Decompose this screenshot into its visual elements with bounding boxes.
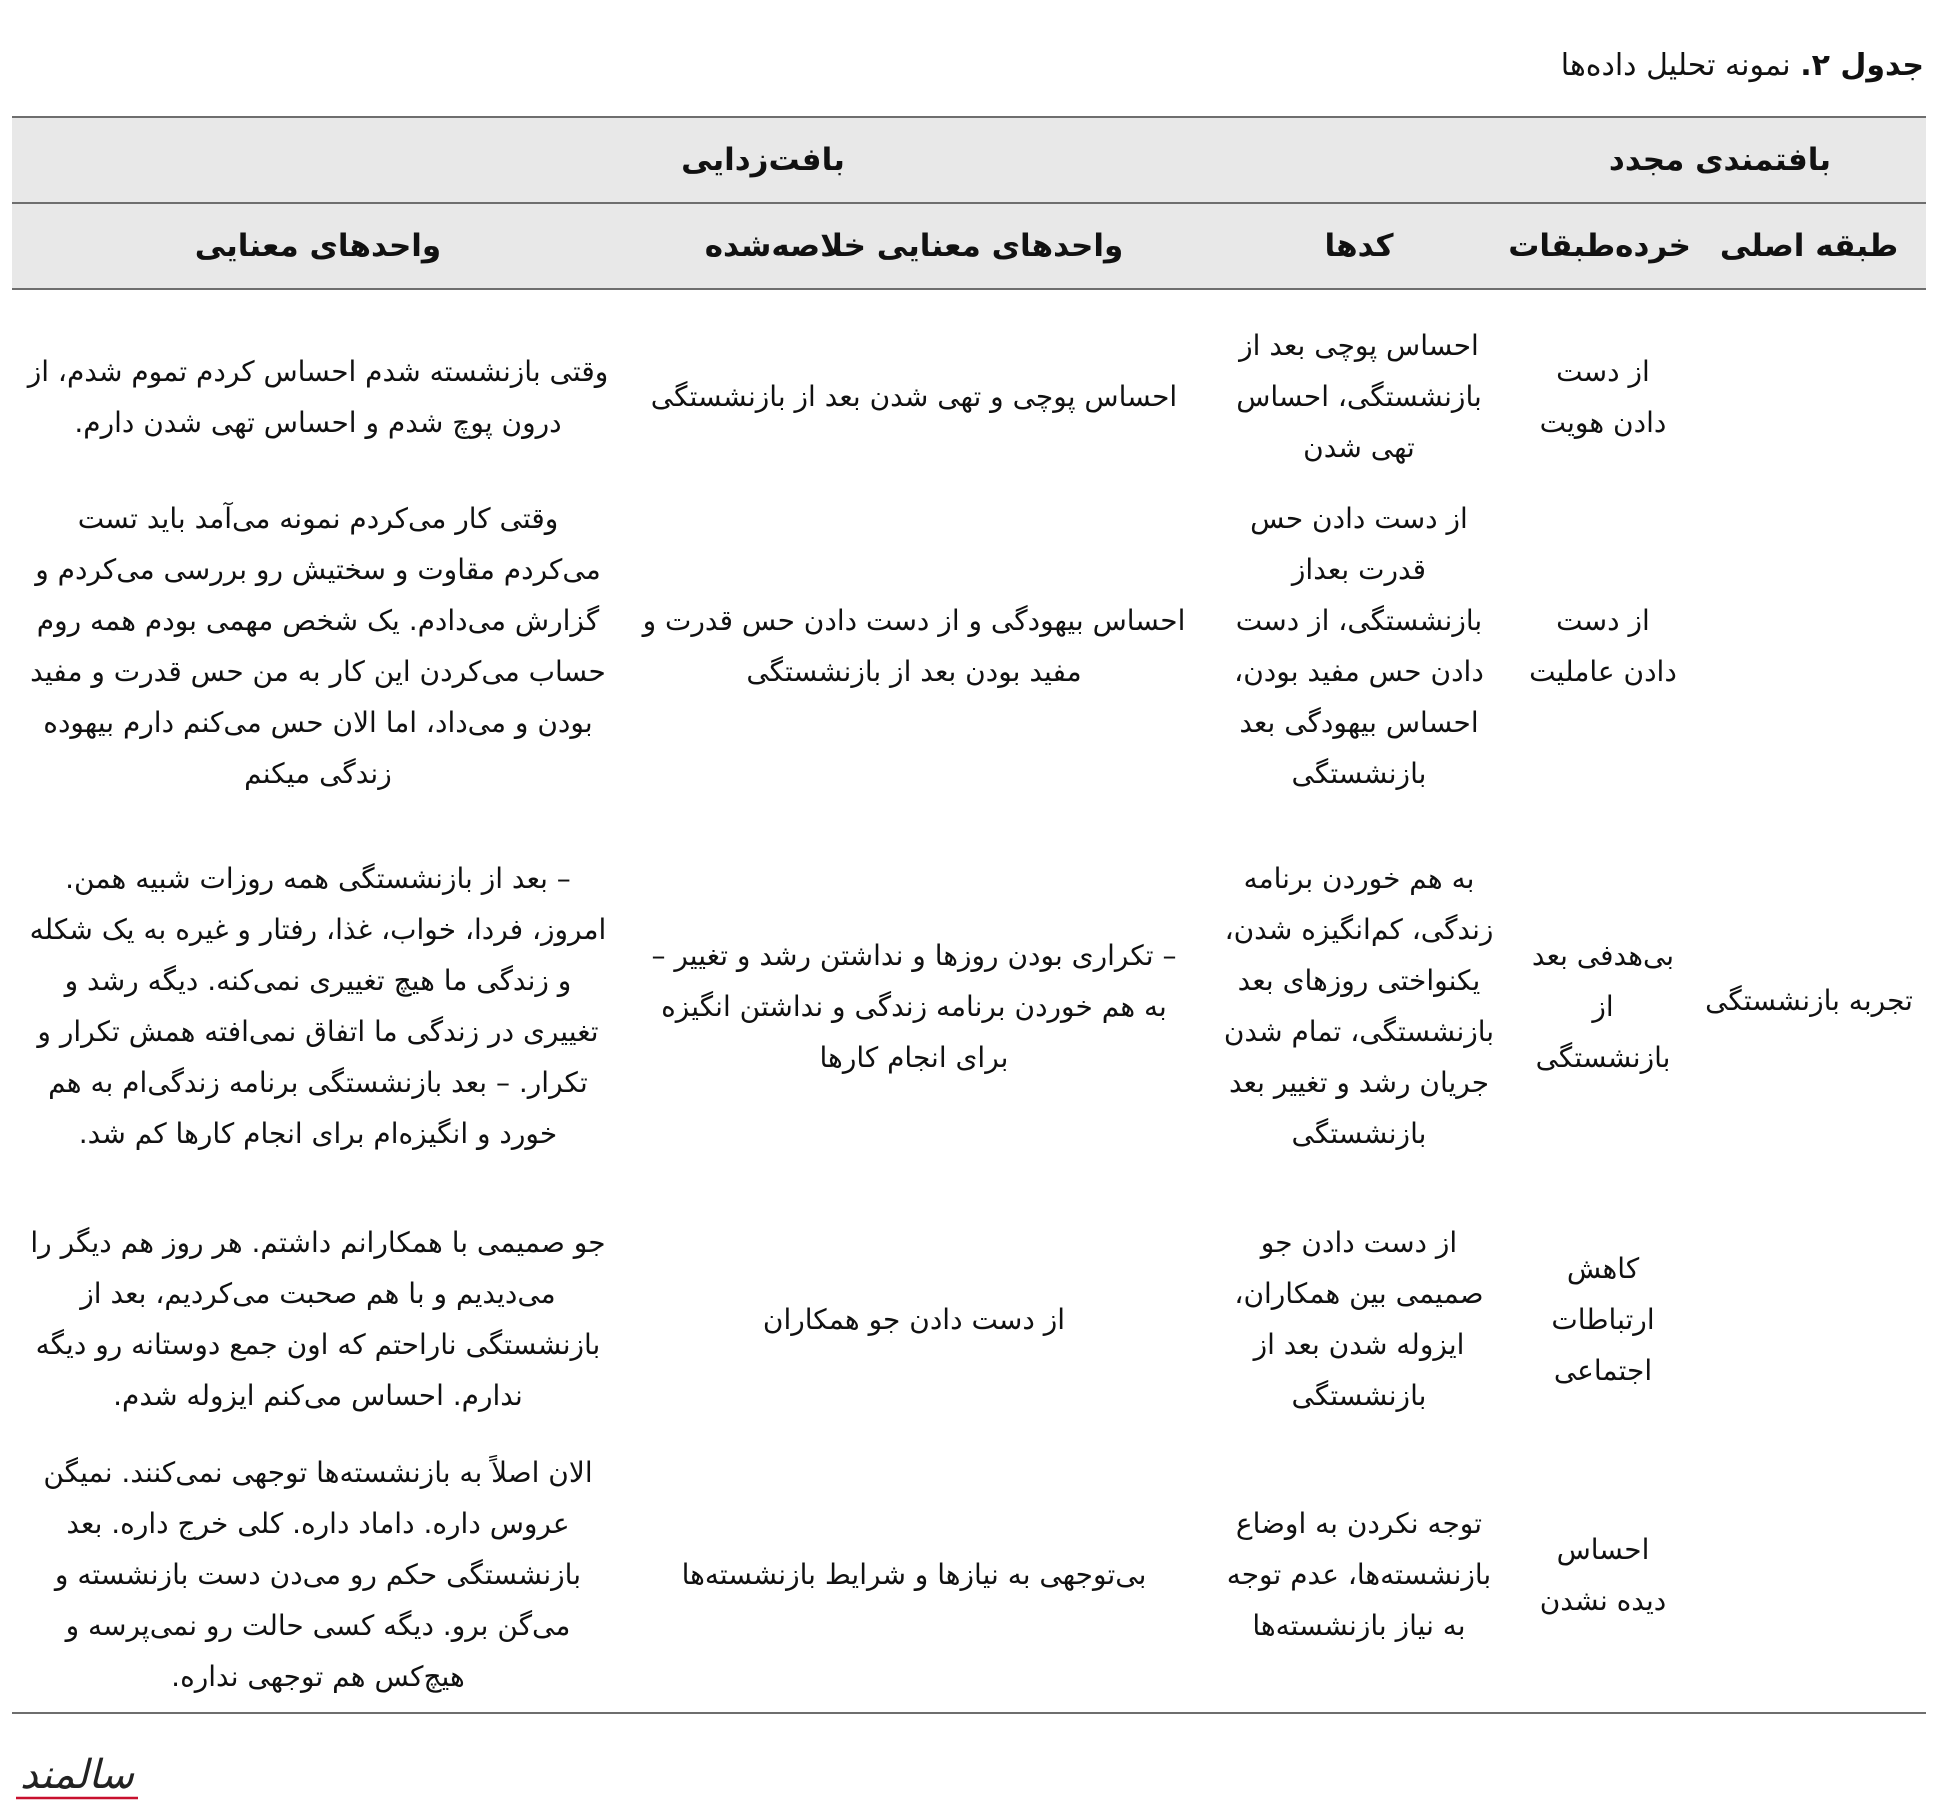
meaning-unit-cell: وقتی بازنشسته شدم احساس کردم تموم شدم، از درون پوچ شدم و احساس تهی شدن دارم. <box>27 354 609 439</box>
main-category-cell: تجربه بازنشستگی <box>1692 289 1926 1713</box>
table-row <box>12 1437 1926 1713</box>
summary-cell: از دست دادن جو همکاران <box>762 1302 1066 1336</box>
meaning-unit-cell: جو صمیمی با همکارانم داشتم. هر روز هم دیگر را می‌دیدیم و با هم صحبت می‌کردیم، بعد از بازنشستگی ناراحتم که اون جمع دوستانه رو دیگه ندارم. احساس می‌کنم ایزوله شدم. <box>30 1226 606 1412</box>
analysis-table-wrapper <box>12 116 1926 1714</box>
summary-cell: احساس پوچی و تهی شدن بعد از بازنشستگی <box>650 380 1178 413</box>
caption-label: جدول ۲. <box>1800 48 1924 83</box>
spacer-row <box>12 289 1926 312</box>
codes-cell: از دست دادن جو صمیمی بین همکاران، ایزوله شدن بعد از بازنشستگی <box>1234 1226 1484 1412</box>
summary-cell: بی‌توجهی به نیازها و شرایط بازنشسته‌ها <box>624 1437 1204 1713</box>
subcategory-cell: کاهش ارتباطات اجتماعی <box>1551 1251 1655 1387</box>
journal-logo-text: سالمند <box>19 1752 135 1798</box>
meaning-unit-cell: وقتی کار می‌کردم نمونه می‌آمد باید تست می‌کردم مقاوت و سختیش رو بررسی می‌کردم و گزارش می‌دادم. یک شخص مهمی بودم همه روم حساب می‌کردن این کار به من حس قدرت و مفید بودن و می‌داد، اما الان حس می‌کنم دارم بیهوده زندگی میکنم <box>30 502 606 790</box>
codes-cell: توجه نکردن به اوضاع بازنشسته‌ها، عدم توجه به نیاز بازنشسته‌ها <box>1204 1437 1514 1713</box>
table-row <box>12 312 1926 481</box>
table-row <box>12 481 1926 811</box>
journal-logo <box>12 1752 142 1804</box>
column-header-summary: واحدهای معنایی خلاصه‌شده <box>624 203 1204 289</box>
table-row <box>12 1201 1926 1437</box>
group-header-decontextualization: بافت‌زدایی <box>12 117 1514 203</box>
caption-text: نمونه تحلیل داده‌ها <box>1560 48 1791 83</box>
meaning-unit-cell: الان اصلاً به بازنشسته‌ها توجهی نمی‌کنند. نمیگن عروس داره. داماد داره. کلی خرج داره. بعد بازنشستگی حکم رو می‌دن دست بازنشسته و می‌گن برو. دیگه کسی حالت رو نمی‌پرسه و هیچ‌کس هم توجهی نداره. <box>12 1437 624 1713</box>
column-header-main-category: طبقه اصلی <box>1692 203 1926 289</box>
subcategory-cell: احساس دیده نشدن <box>1514 1437 1692 1713</box>
table-row <box>12 811 1926 1201</box>
codes-cell: به هم خوردن برنامه زندگی، کم‌انگیزه شدن، یکنواختی روزهای بعد بازنشستگی، تمام شدن جریان رشد و تغییر بعد بازنشستگی <box>1223 862 1495 1150</box>
subcategory-cell: از دست دادن عاملیت <box>1529 604 1677 688</box>
column-header-codes: کدها <box>1204 203 1514 289</box>
group-header-row <box>12 117 1926 203</box>
column-header-row <box>12 203 1926 289</box>
meaning-unit-cell: – بعد از بازنشستگی همه روزات شبیه همن. امروز، فردا، خواب، غذا، رفتار و غیره به یک شکله و زندگی ما هیچ تغییری نمی‌کنه. دیگه رشد و تغییری در زندگی ما اتفاق نمی‌افته همش تکرار و تکرار. – بعد بازنشستگی برنامه زندگی‌ام به هم خورد و انگیزه‌ام برای انجام کارها کم شد. <box>29 862 607 1150</box>
summary-cell: – تکراری بودن روزها و نداشتن رشد و تغییر – به هم خوردن برنامه زندگی و نداشتن انگیزه برای انجام کارها <box>651 938 1177 1074</box>
column-header-subcategory: خرده‌طبقات <box>1514 203 1692 289</box>
subcategory-cell: از دست دادن هویت <box>1539 354 1667 439</box>
analysis-table <box>12 116 1926 1714</box>
table-caption <box>1561 48 1924 83</box>
summary-cell: احساس بیهودگی و از دست دادن حس قدرت و مفید بودن بعد از بازنشستگی <box>642 604 1186 688</box>
codes-cell: از دست دادن حس قدرت بعداز بازنشستگی، از دست دادن حس مفید بودن، احساس بیهودگی بعد بازنشستگی <box>1234 502 1484 790</box>
column-header-meaning-units: واحدهای معنایی <box>12 203 624 289</box>
group-header-recontextualization: بافتمندی مجدد <box>1514 117 1926 203</box>
subcategory-cell: بی‌هدفی بعد از بازنشستگی <box>1531 938 1675 1074</box>
codes-cell: احساس پوچی بعد از بازنشستگی، احساس تهی شدن <box>1236 329 1482 464</box>
